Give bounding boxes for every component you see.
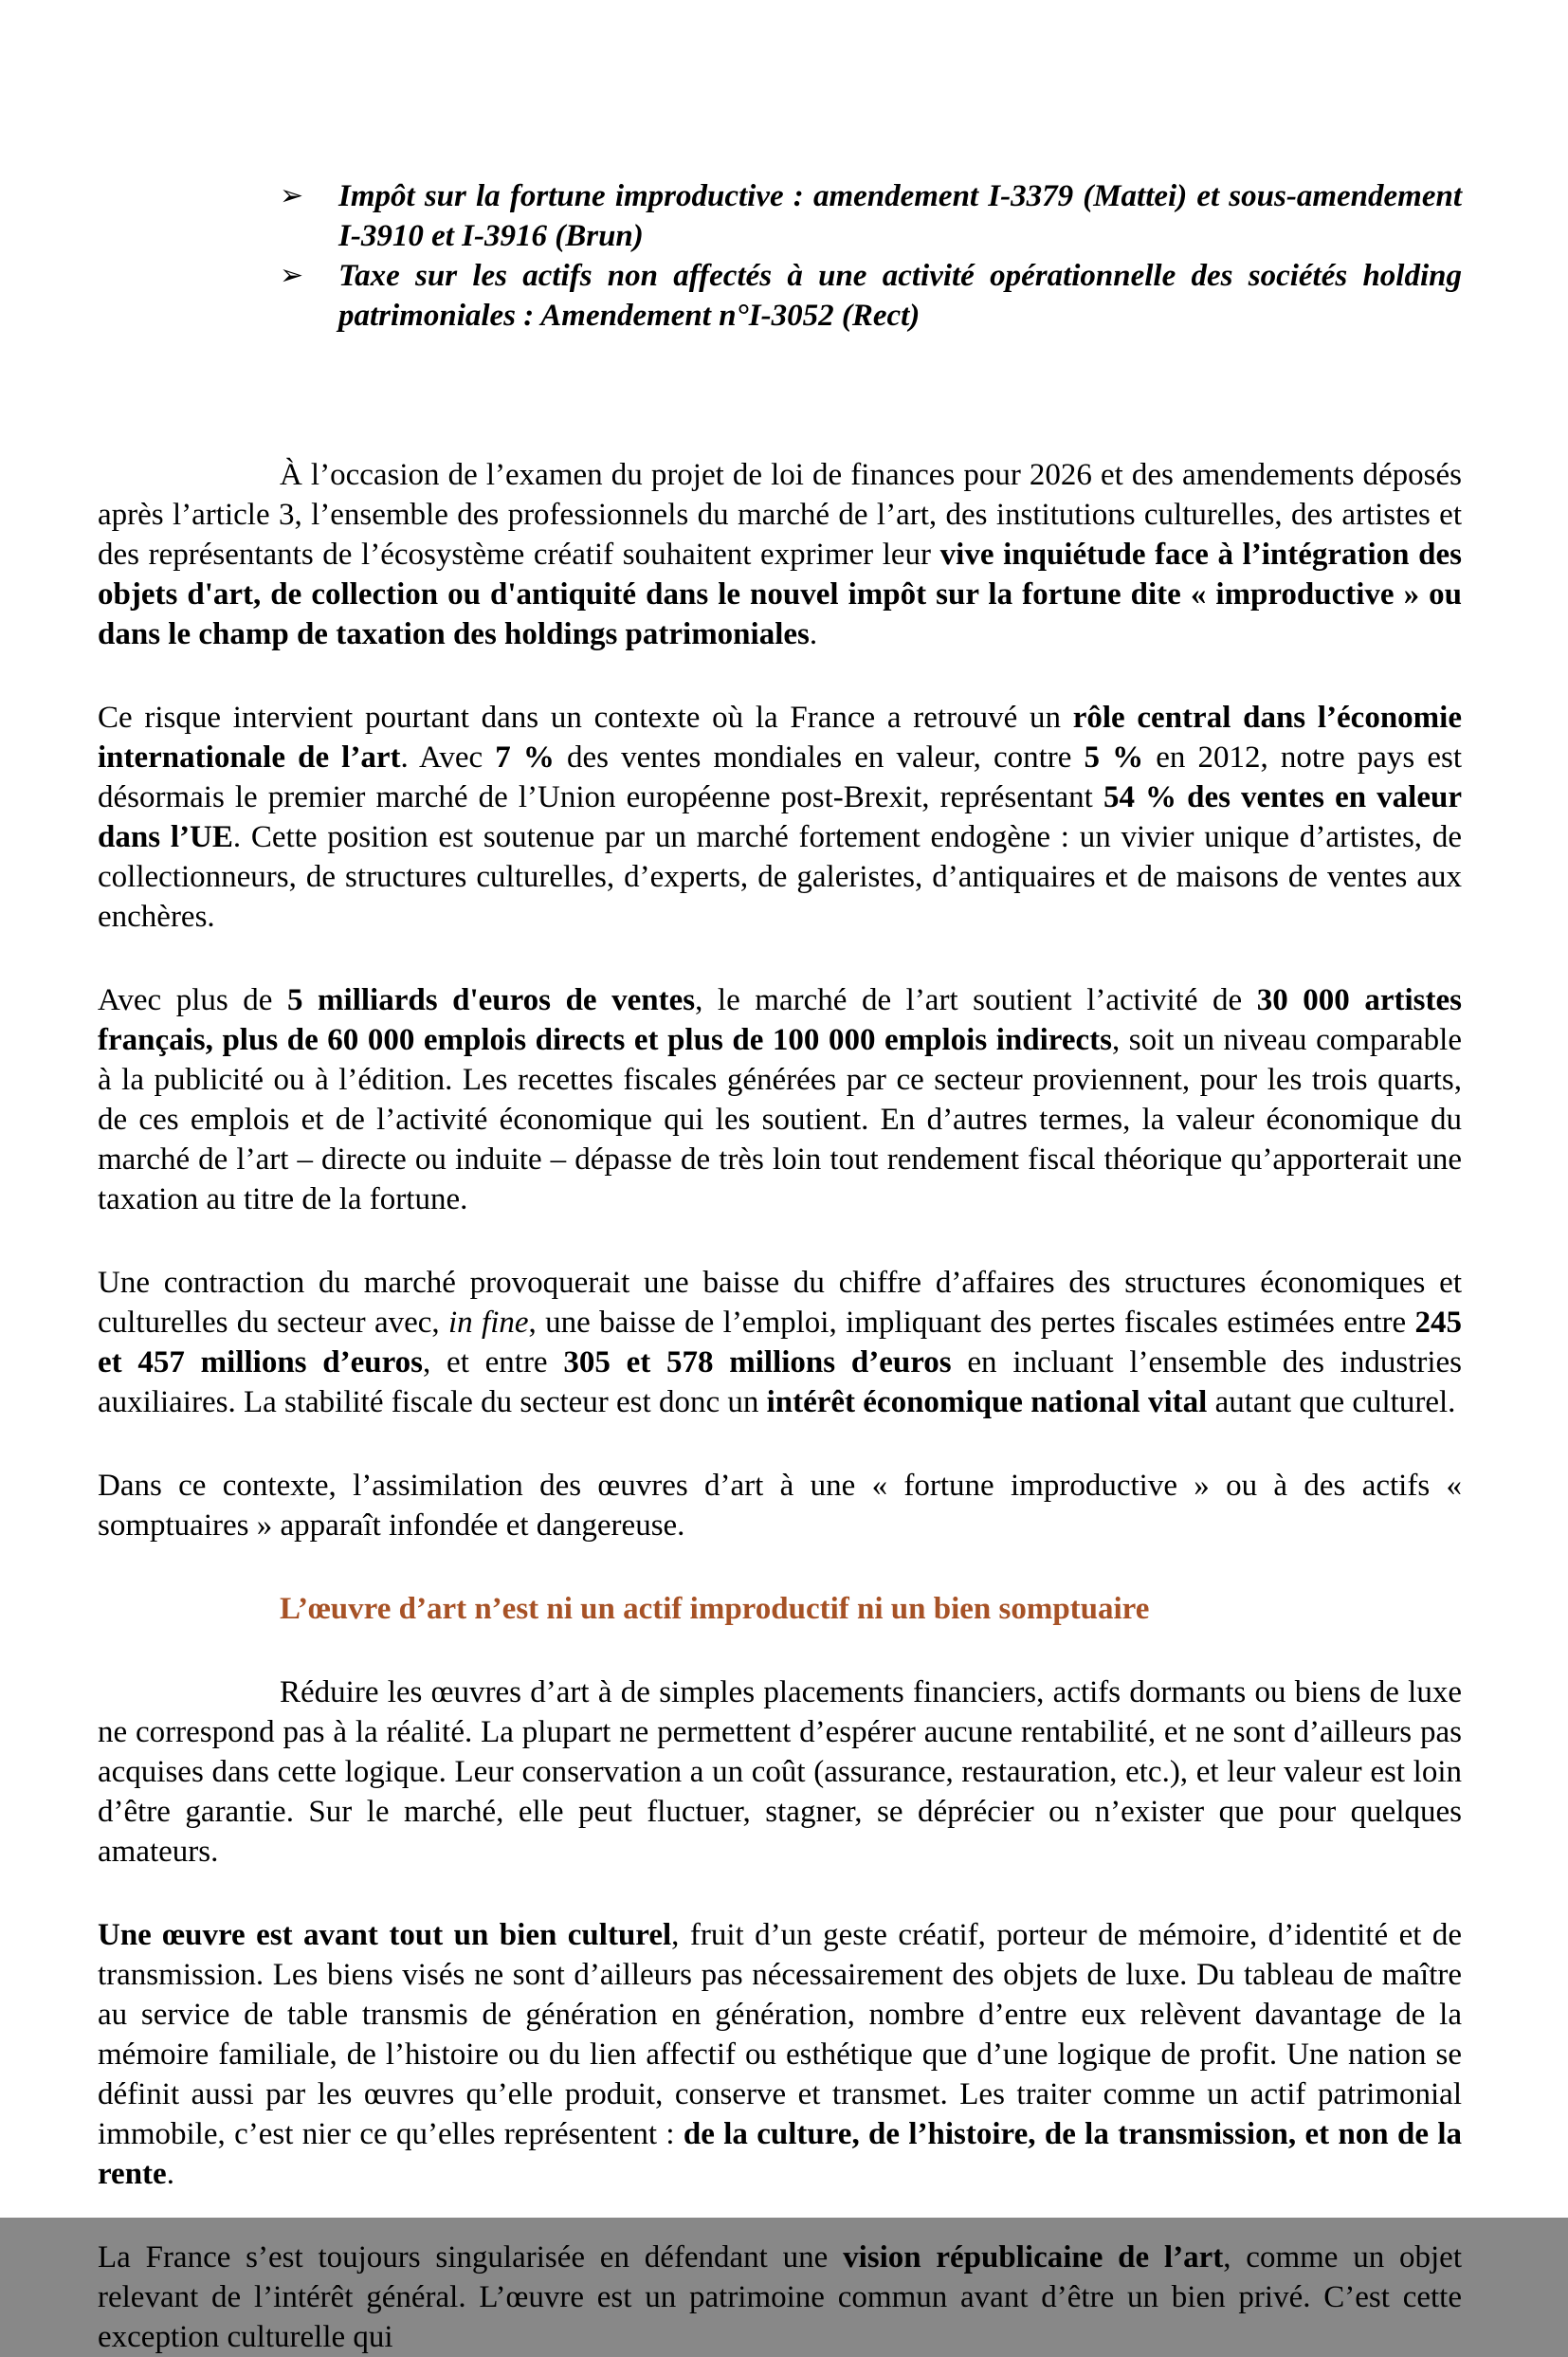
text-run: , une baisse de l’emploi, impliquant des pertes fiscales estimées entre [528,1306,1415,1340]
text-run: , fruit d’un geste créatif, porteur de mémoire, d’identité et de transmission. Les biens visés ne sont d’ailleurs pas nécessairement des objets de luxe. Du tableau de maître au service de table transmis de génération en génération, nombre d’entre eux relèvent davantage de la mémoire familiale, de l’histoire ou du lien affectif ou esthétique que d’une logique de profit. Une nation se définit aussi par les œuvres qu’elle produit, conserve et transmet. Les traiter comme un actif patrimonial immobile, c’est nier ce qu’elles représentent : [98,1918,1462,2151]
paragraph [98,2238,1462,2357]
text-run: Impôt sur la fortune improductive : amendement I-3379 (Mattei) et sous-amendement I-3910 et I-3916 (Brun) [338,179,1462,253]
text-run: . [809,617,818,651]
text-run: vision républicaine de l’art [843,2240,1224,2275]
paragraph [98,455,1462,654]
arrow-bullet-icon: ➢ [280,180,304,211]
text-run: 30 000 artistes français, plus de 60 000 emplois directs et plus de 100 000 emplois indirects [98,983,1462,1057]
text-run: 7 % [495,740,555,775]
text-run: 54 % des ventes en valeur dans l’UE [98,780,1462,854]
list-item-text [338,256,1462,336]
text-run: intérêt économique national vital [766,1385,1208,1419]
text-run: , soit un niveau comparable à la publicité ou à l’édition. Les recettes fiscales générées par ce secteur proviennent, pour les trois quarts, de ces emplois et de l’activité économique qui les soutient. En d’autres termes, la valeur économique du marché de l’art – directe ou induite – dépasse de très loin tout rendement fiscal théorique qu’apporterait une taxation au titre de la fortune. [98,1023,1462,1216]
text-run: , et entre [423,1345,564,1379]
text-run: Avec plus de [98,983,287,1017]
text-run: Une œuvre est avant tout un bien culturel [98,1918,672,1952]
text-run: . [166,2157,174,2191]
paragraph [98,1466,1462,1545]
text-run: rôle central dans l’économie internationale de l’art [98,701,1462,775]
text-run: La France s’est toujours singularisée en défendant une [98,2240,844,2275]
paragraph [98,980,1462,1219]
text-run: . Cette position est soutenue par un marché fortement endogène : un vivier unique d’artistes, de collectionneurs, de structures culturelles, d’experts, de galeristes, d’antiquaires et de maisons de ventes aux enchères. [98,820,1462,934]
text-run: en incluant l’ensemble des industries auxiliaires. La stabilité fiscale du secteur est donc un [98,1345,1462,1419]
paragraph [98,1672,1462,1872]
text-run: Taxe sur les actifs non affectés à une activité opérationnelle des sociétés holding patrimoniales : Amendement n°I-3052 (Rect) [338,259,1462,333]
paragraph [98,1915,1462,2194]
text-run: 5 milliards d'euros de ventes [287,983,696,1017]
bullet-list [280,176,1462,336]
text-run: 305 et 578 millions d’euros [563,1345,952,1379]
text-run: Réduire les œuvres d’art à de simples placements financiers, actifs dormants ou biens de luxe ne correspond pas à la réalité. La plupart ne permettent d’espérer aucune rentabilité, et ne sont d’ailleurs pas acquises dans cette logique. Leur conservation a un coût (assurance, restauration, etc.), et leur valeur est loin d’être garantie. Sur le marché, elle peut fluctuer, stagner, se déprécier ou n’exister que pour quelques amateurs. [98,1675,1462,1869]
text-run: 245 et 457 millions d’euros [98,1306,1463,1379]
document-body [98,176,1462,2357]
text-run: autant que culturel. [1207,1385,1456,1419]
text-run: Dans ce contexte, l’assimilation des œuvres d’art à une « fortune improductive » ou à des actifs « somptuaires » apparaît infondée et dangereuse. [98,1469,1462,1543]
text-run: de la culture, de l’histoire, de la transmission, et non de la rente [98,2117,1462,2191]
text-run: des ventes mondiales en valeur, contre [554,740,1085,775]
text-run: À l’occasion de l’examen du projet de loi de finances pour 2026 et des amendements déposés après l’article 3, l’ensemble des professionnels du marché de l’art, des institutions culturelles, des artistes et des représentants de l’écosystème créatif souhaitent exprimer leur [98,458,1462,572]
list-item [280,256,1462,336]
arrow-bullet-icon: ➢ [280,260,304,291]
list-item-text [338,176,1462,256]
text-run: . Avec [400,740,496,775]
text-run: 5 % [1084,740,1144,775]
text-run: Une contraction du marché provoquerait une baisse du chiffre d’affaires des structures économiques et culturelles du secteur avec, [98,1266,1462,1340]
section-heading [280,1589,1462,1629]
paragraph [98,698,1462,937]
paragraph [98,1263,1462,1422]
text-run: en 2012, notre pays est désormais le premier marché de l’Union européenne post-Brexit, représentant [98,740,1463,814]
text-run: Ce risque intervient pourtant dans un contexte où la France a retrouvé un [98,701,1073,735]
text-run: L’œuvre d’art n’est ni un actif improductif ni un bien somptuaire [280,1592,1150,1626]
text-run: , comme un objet relevant de l’intérêt général. L’œuvre est un patrimoine commun avant d’être un bien privé. C’est cette exception culturelle qui [98,2240,1462,2354]
text-run: , le marché de l’art soutient l’activité de [695,983,1257,1017]
text-run: in fine [448,1306,529,1340]
text-run: vive inquiétude face à l’intégration des objets d'art, de collection ou d'antiquité dans le nouvel impôt sur la fortune dite « improductive » ou dans le champ de taxation des holdings patrimoniales [98,538,1462,651]
list-item [280,176,1462,256]
